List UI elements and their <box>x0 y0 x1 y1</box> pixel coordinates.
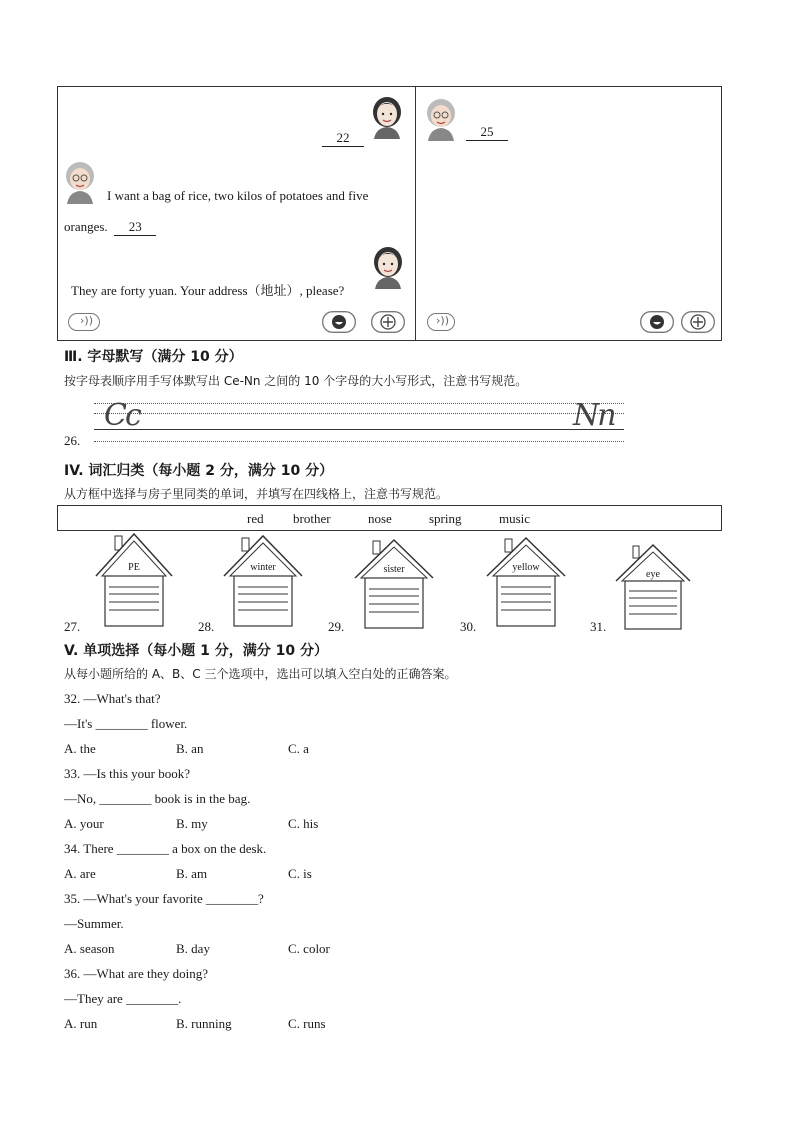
option-b[interactable]: B. running <box>176 1016 232 1031</box>
dialogue-divider <box>415 87 416 341</box>
option-a[interactable]: A. are <box>64 866 96 881</box>
question-number-26: 26. <box>64 433 81 448</box>
option-c[interactable]: C. a <box>288 741 309 756</box>
dialogue-line-23a: I want a bag of rice, two kilos of potatoes and five <box>107 188 369 203</box>
house-label: PE <box>128 562 140 573</box>
house-label: yellow <box>512 562 540 573</box>
option-b[interactable]: B. an <box>176 741 204 756</box>
dialogue-line-24: They are forty yuan. Your address（地址）, please? <box>71 283 345 298</box>
letter-writing-area[interactable] <box>104 402 604 442</box>
section-5-heading: V. 单项选择（每小题 1 分，满分 10 分） <box>64 643 328 659</box>
grandma-avatar-icon <box>63 160 97 204</box>
grandma-avatar-icon <box>424 97 458 141</box>
add-icon[interactable] <box>681 311 715 333</box>
house-icon <box>485 536 567 628</box>
girl-avatar-icon <box>371 245 405 289</box>
option-b[interactable]: B. my <box>176 816 208 831</box>
question-line: 34. There ________ a box on the desk. <box>64 841 267 856</box>
question-line: 35. —What's your favorite ________? <box>64 891 264 906</box>
question-line: —They are ________. <box>64 991 182 1006</box>
add-icon[interactable] <box>371 311 405 333</box>
section-3-heading: Ⅲ. 字母默写（满分 10 分） <box>64 349 243 365</box>
section-4-heading: IV. 词汇归类（每小题 2 分，满分 10 分） <box>64 463 334 479</box>
word-option: spring <box>429 511 462 526</box>
question-line: —No, ________ book is in the bag. <box>64 791 251 806</box>
option-a[interactable]: A. your <box>64 816 104 831</box>
question-line: 32. —What's that? <box>64 691 161 706</box>
question-line: 33. —Is this your book? <box>64 766 191 781</box>
blank-22[interactable]: 22 <box>322 130 364 147</box>
option-c[interactable]: C. is <box>288 866 312 881</box>
word-option: nose <box>368 511 392 526</box>
question-number-31: 31. <box>590 619 607 634</box>
house-label: sister <box>383 564 405 575</box>
question-number-28: 28. <box>198 619 215 634</box>
voice-icon[interactable]: ›)) <box>68 313 100 331</box>
section-3-instruction: 按字母表顺序用手写体默写出 Ce-Nn 之间的 10 个字母的大小写形式，注意书写规范。 <box>64 374 528 388</box>
option-c[interactable]: C. his <box>288 816 319 831</box>
house-icon <box>353 538 435 630</box>
option-a[interactable]: A. season <box>64 941 115 956</box>
word-option: music <box>499 511 531 526</box>
question-number-27: 27. <box>64 619 81 634</box>
house-icon <box>94 532 174 628</box>
blank-25[interactable]: 25 <box>466 124 508 141</box>
word-option: brother <box>293 511 331 526</box>
option-a[interactable]: A. the <box>64 741 96 756</box>
option-b[interactable]: B. day <box>176 941 210 956</box>
option-c[interactable]: C. runs <box>288 1016 326 1031</box>
voice-icon[interactable]: ›)) <box>427 313 455 331</box>
emoji-icon[interactable] <box>640 311 674 333</box>
option-b[interactable]: B. am <box>176 866 208 881</box>
house-icon <box>614 543 692 631</box>
question-number-29: 29. <box>328 619 345 634</box>
start-letters: Cc <box>104 398 140 433</box>
question-number-30: 30. <box>460 619 477 634</box>
dialogue-line-23b <box>64 219 156 236</box>
end-letters: Nn <box>573 398 615 433</box>
girl-avatar-icon <box>370 95 404 139</box>
house-label: winter <box>250 562 276 573</box>
question-line: 36. —What are they doing? <box>64 966 209 981</box>
house-icon <box>222 534 304 628</box>
house-label: eye <box>646 569 660 580</box>
question-line: —Summer. <box>64 916 124 931</box>
emoji-icon[interactable] <box>322 311 356 333</box>
section-5-instruction: 从每小题所给的 A、B、C 三个选项中，选出可以填入空白处的正确答案。 <box>64 667 457 681</box>
dialogue-text: oranges. <box>64 219 108 234</box>
section-4-instruction: 从方框中选择与房子里同类的单词，并填写在四线格上，注意书写规范。 <box>64 487 449 501</box>
question-line: —It's ________ flower. <box>64 716 188 731</box>
blank-23[interactable]: 23 <box>114 219 156 236</box>
option-c[interactable]: C. color <box>288 941 330 956</box>
option-a[interactable]: A. run <box>64 1016 98 1031</box>
word-option: red <box>247 511 264 526</box>
